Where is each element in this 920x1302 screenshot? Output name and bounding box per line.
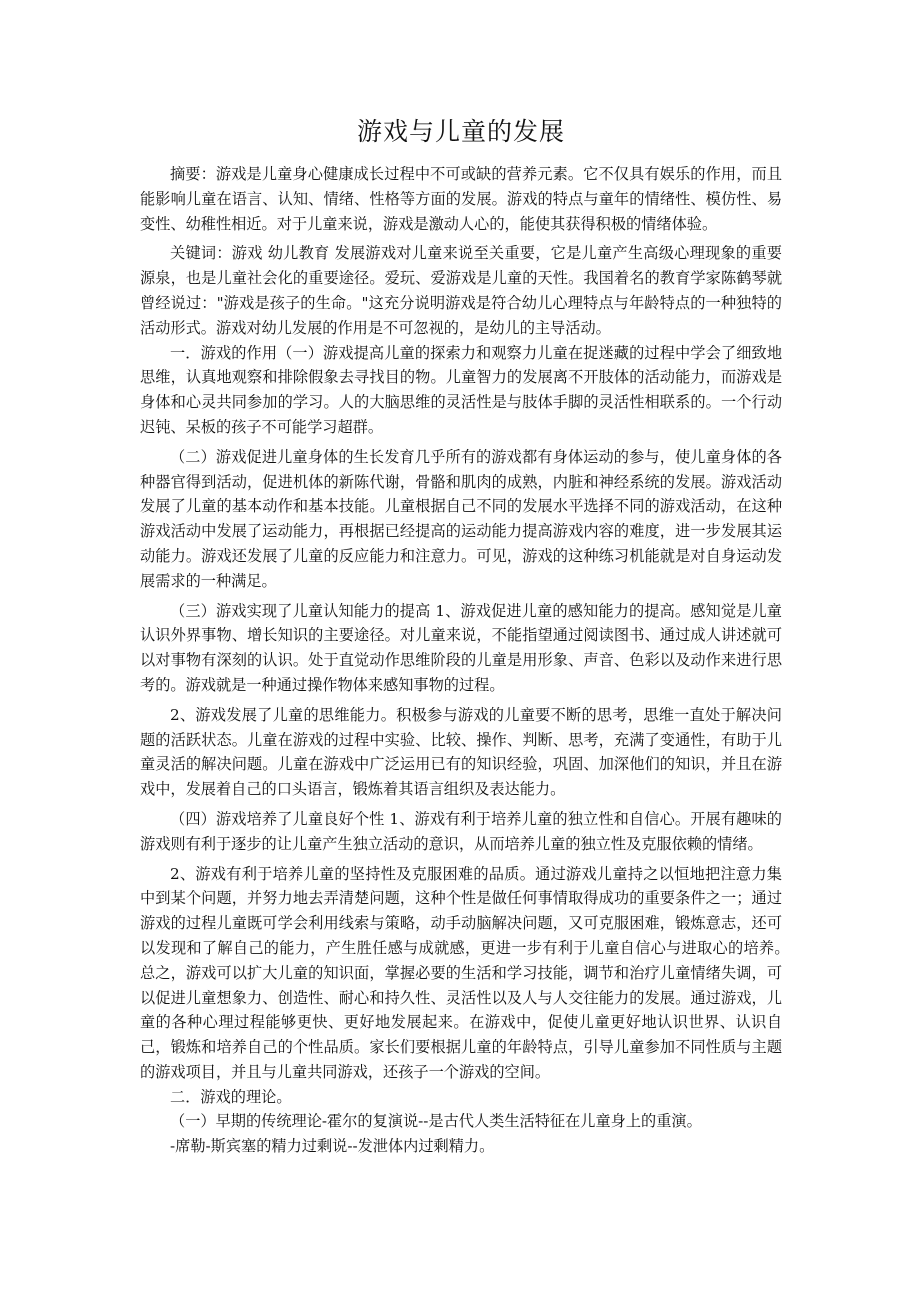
section-1-2-paragraph: （二）游戏促进儿童身体的生长发育几乎所有的游戏都有身体运动的参与，使儿童身体的各种器官得到活动，促进机体的新陈代谢，骨骼和肌肉的成熟，内脏和神经系统的发展。游戏活动发展了儿童的基本动作和基本技能。儿童根据自己不同的发展水平选择不同的游戏活动，在这种游戏活动中发展了运动能力，再根据已经提高的运动能力提高游戏内容的难度，进一步发展其运动能力。游戏还发展了儿童的反应能力和注意力。可见，游戏的这种练习机能就是对自身运动发展需求的一种满足。 <box>140 447 782 590</box>
section-1-paragraph: 一．游戏的作用（一）游戏提高儿童的探索力和观察力儿童在捉迷藏的过程中学会了细致地思维，认真地观察和排除假象去寻找目的物。儿童智力的发展离不开肢体的活动能力，而游戏是身体和心灵共同参加的学习。人的大脑思维的灵活性是与肢体手脚的灵活性相联系的。一个行动迟钝、呆板的孩子不可能学习超群。 <box>140 343 782 436</box>
section-1-3-2-paragraph: 2、游戏发展了儿童的思维能力。积极参与游戏的儿童要不断的思考，思维一直处于解决问题的活跃状态。儿童在游戏的过程中实验、比较、操作、判断、思考，充满了变通性，有助于儿童灵活的解决问题。儿童在游戏中广泛运用已有的知识经验，巩固、加深他们的知识，并且在游戏中，发展着自己的口头语言，锻炼着其语言组织及表达能力。 <box>140 705 782 799</box>
section-1-4-2-paragraph: 2、游戏有利于培养儿童的坚持性及克服困难的品质。通过游戏儿童持之以恒地把注意力集中到某个问题，并努力地去弄清楚问题，这种个性是做任何事情取得成功的重要条件之一；通过游戏的过程儿童既可学会利用线索与策略，动手动脑解决问题，又可克服困难，锻炼意志，还可以发现和了解自己的能力，产生胜任感与成就感，更进一步有利于儿童自信心与进取心的培养。 总之，游戏可以扩大儿童的知识面，掌握必要的生活和学习技能，调节和治疗儿童情绪失调，可以促进儿童想象力、创造性、耐心和持久性、灵活性以及人与人交往能力的发展。通过游戏，儿童的各种心理过程能够更快、更好地发展起来。在游戏中，促使儿童更好地认识世界、认识自己，锻炼和培养自己的个性品质。家长们要根据儿童的年龄特点，引导儿童参加不同性质与主题的游戏项目，并且与儿童共同游戏，还孩子一个游戏的空间。 <box>140 864 813 1081</box>
keywords-paragraph: 关键词：游戏 幼儿教育 发展游戏对儿童来说至关重要，它是儿童产生高级心理现象的重要源泉，也是儿童社会化的重要途径。爱玩、爱游戏是儿童的天性。我国着名的教育学家陈鹤琴就曾经说过："游戏是孩子的生命。"这充分说明游戏是符合幼儿心理特点与年龄特点的一种独特的活动形式。游戏对幼儿发展的作用是不可忽视的，是幼儿的主导活动。 <box>140 244 782 337</box>
section-2-1-paragraph: （一）早期的传统理论-霍尔的复演说--是古代人类生活特征在儿童身上的重演。 <box>170 1112 702 1131</box>
section-2-1-2-paragraph: -席勒-斯宾塞的精力过剩说--发泄体内过剩精力。 <box>170 1137 495 1156</box>
section-1-4-paragraph: （四）游戏培养了儿童良好个性 1、游戏有利于培养儿童的独立性和自信心。开展有趣味的游戏则有利于逐步的让儿童产生独立活动的意识，从而培养儿童的独立性及克服依赖的情绪。 <box>140 809 782 853</box>
abstract-paragraph: 摘要：游戏是儿童身心健康成长过程中不可或缺的营养元素。它不仅具有娱乐的作用，而且能影响儿童在语言、认知、情绪、性格等方面的发展。游戏的特点与童年的情绪性、模仿性、易变性、幼稚性相近。对于儿童来说，游戏是激动人心的，能使其获得积极的情绪体验。 <box>140 165 782 233</box>
section-2-heading: 二．游戏的理论。 <box>170 1087 292 1106</box>
section-1-3-paragraph: （三）游戏实现了儿童认知能力的提高 1、游戏促进儿童的感知能力的提高。感知觉是儿童认识外界事物、增长知识的主要途径。对儿童来说，不能指望通过阅读图书、通过成人讲述就可以对事物有深刻的认识。处于直觉动作思维阶段的儿童是用形象、声音、色彩以及动作来进行思考的。游戏就是一种通过操作物体来感知事物的过程。 <box>140 601 782 694</box>
document-title: 游戏与儿童的发展 <box>356 117 565 146</box>
document-page <box>140 112 813 1159</box>
